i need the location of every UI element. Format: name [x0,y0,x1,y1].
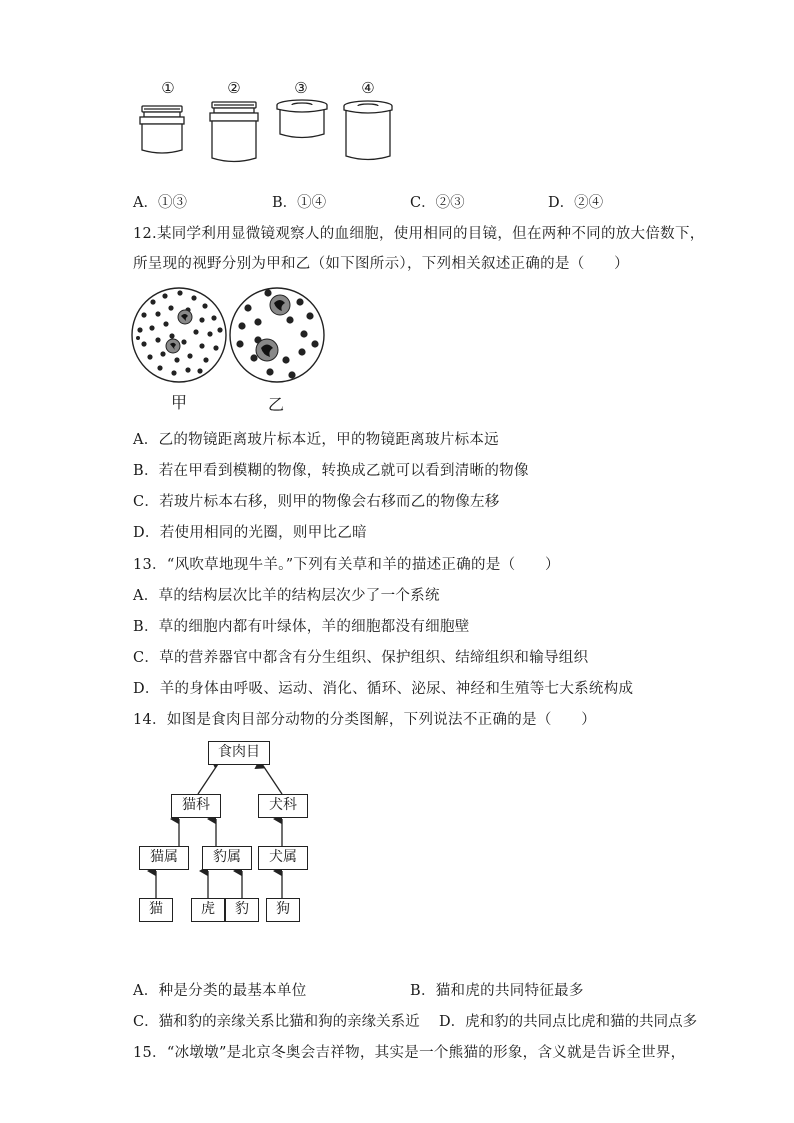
lens-2-long-objective [210,102,258,162]
q11-option-d: D．②④ [548,195,604,211]
q14-option-a: A．种是分类的最基本单位 [133,983,307,999]
q12-option-a: A．乙的物镜距离玻片标本近，甲的物镜距离玻片标本远 [133,432,499,448]
objective-eyepiece-lenses-figure [130,98,400,170]
q13-option-a: A．草的结构层次比羊的结构层次少了一个系统 [133,588,440,604]
lens-label-3: ③ [294,79,308,97]
node-family-canidae: 犬科 [258,794,308,818]
lens-label-2: ② [227,79,241,97]
q13-option-b: B．草的细胞内都有叶绿体，羊的细胞都没有细胞壁 [133,619,470,635]
lens-1-short-objective [140,106,184,153]
q12-stem-line1: 12.某同学利用显微镜观察人的血细胞，使用相同的目镜，但在两种不同的放大倍数下， [133,226,705,242]
q14-option-b: B．猫和虎的共同特征最多 [410,983,584,999]
node-genus-canis: 犬属 [258,846,308,870]
q12-stem-line2: 所呈现的视野分别为甲和乙（如下图所示），下列相关叙述正确的是（ ） [133,256,629,272]
q13-option-c: C．草的营养器官中都含有分生组织、保护组织、结缔组织和输导组织 [133,650,589,666]
q14-option-c: C．猫和豹的亲缘关系比猫和狗的亲缘关系近 [133,1014,420,1030]
node-species-leopard: 豹 [225,898,259,922]
node-order-carnivora: 食肉目 [208,741,270,765]
q13-stem: 13．“风吹草地现牛羊。”下列有关草和羊的描述正确的是（ ） [133,557,560,573]
node-genus-panthera: 豹属 [202,846,252,870]
field-jia [132,288,226,382]
lens-label-4: ④ [361,79,375,97]
lens-4-long-eyepiece [344,101,392,160]
field-label-yi: 乙 [268,395,285,414]
q14-option-d: D．虎和豹的共同点比虎和猫的共同点多 [439,1014,698,1030]
microscope-fields-figure [130,280,330,392]
q14-stem: 14．如图是食肉目部分动物的分类图解，下列说法不正确的是（ ） [133,712,597,728]
q12-option-d: D．若使用相同的光圈，则甲比乙暗 [133,525,367,541]
field-label-jia: 甲 [171,393,188,412]
q11-option-a: A．①③ [133,195,187,211]
q12-option-c: C．若玻片标本右移，则甲的物像会右移而乙的物像左移 [133,494,500,510]
node-species-cat: 猫 [139,898,173,922]
q13-option-d: D．羊的身体由呼吸、运动、消化、循环、泌尿、神经和生殖等七大系统构成 [133,681,634,697]
node-species-tiger: 虎 [191,898,225,922]
lens-3-short-eyepiece [277,100,327,138]
node-genus-felis: 猫属 [139,846,189,870]
lens-label-1: ① [161,79,175,97]
node-family-felidae: 猫科 [171,794,221,818]
q11-option-b: B．①④ [272,195,327,211]
q15-stem: 15．“冰墩墩”是北京冬奥会吉祥物，其实是一个熊猫的形象，含义就是告诉全世界， [133,1045,686,1061]
node-species-dog: 狗 [266,898,300,922]
q12-option-b: B．若在甲看到模糊的物像，转换成乙就可以看到清晰的物像 [133,463,529,479]
field-yi [230,288,324,382]
q11-option-c: C．②③ [410,195,465,211]
